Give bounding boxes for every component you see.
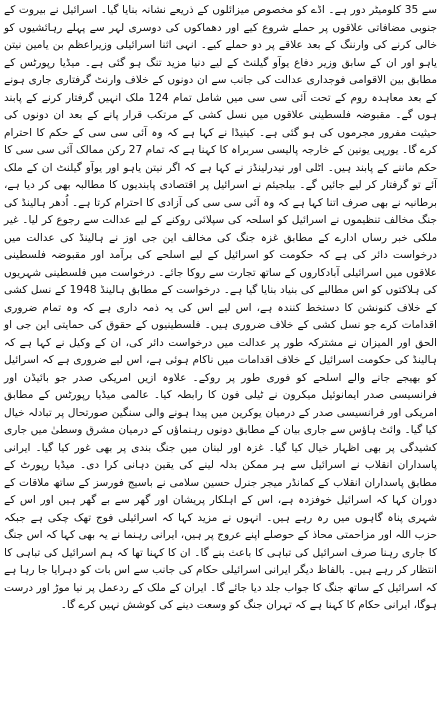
article-body-paragraph: سے 35 کلومیٹر دور ہے۔ اڈے کو مخصوص میزائلوں کے ذریعے نشانہ بنایا گیا۔ اسرائیل نے بیروت کے جنوبی مضافاتی علاقوں پر حملے شروع کیے اور دھماکوں کی دوسری لہر سے پہلے رہائشیوں کو خالی کرنے کی وارننگ کے بعد علاقے پر دو حملے کیے۔ انہی اثنا اسرائیلی وزیراعظم بن یامین نیتن یاہو اور ان کے سابق وزیر دفاع یوآو گیلنٹ کے لیے دنیا مزید تنگ ہو گئی ہے۔ میڈیا رپورٹس کے مطابق بین الاقوامی فوجداری عدالت کی جانب سے ان دونوں کے خلاف وارنٹ گرفتاری جاری ہونے کے بعد معاہدہ روم کے تحت آئی سی سی میں شامل تمام 124 ملک انہیں گرفتار کرنے کے پابند ہوں گے۔ مقبوضہ فلسطینی علاقوں میں نسل کشی کے مرتکب قرار پانے کے بعد ان دونوں کی حیثیت مفرور مجرموں کی ہو گئی ہے۔ کینیڈا نے کہا ہے کہ وہ آئی سی سی کے حکم کا احترام کرے گا۔ یورپی یونین کے خارجہ پالیسی سربراہ کا کہنا ہے کہ تمام 27 رکن ممالک آئی سی سی کا حکم ماننے کے پابند ہیں۔ اٹلی اور نیدرلینڈز نے کہا ہے کہ اگر نیتن یاہو اور یوآو گیلنٹ ان کے ملک آئے تو گرفتار کر لیے جائیں گے۔ بیلجیئم نے اسرائیل پر اقتصادی پابندیوں کا مطالبہ بھی کر دیا ہے، برطانیہ نے بھی صرف اتنا کہا ہے کہ وہ آئی سی سی کی آزادی کا احترام کرتا ہے۔ اُدھر ہالینڈ کی جنگ مخالف تنظیموں نے اسرائیل کو اسلحہ کی سپلائی روکنے کے لیے عدالت سے رجوع کر لیا۔ غیر ملکی خبر رساں ادارے کے مطابق غزہ جنگ کی مخالف این جی اوز نے ہالینڈ کی عدالت میں درخواست دائر کی ہے کہ حکومت کو اسرائیل کے لیے اسلحے کی برآمد اور مقبوضہ فلسطینی علاقوں میں اسرائیلی آبادکاروں کے ساتھ تجارت سے روکا جائے۔ درخواست میں فلسطینی شہریوں کی ہلاکتوں کو اس مطالبے کی بنیاد بنایا گیا ہے۔ درخواست کے مطابق ہالینڈ 1948 کے نسل کشی کے خلاف کنونشن کا دستخط کنندہ ہے، اس لیے اس کی یہ ذمہ داری ہے کہ وہ تمام ضروری اقدامات کرے جو نسل کشی کے خلاف ضروری ہیں۔ فلسطینیوں کے حقوق کی حمایتی این جی او الحق اور المیزان نے مشترکہ طور پر عدالت میں درخواست دائر کی، ان کے وکیل نے کہا ہے کہ ہالینڈ کی حکومت اسرائیل کے خلاف اقدامات میں ناکام ہوئی ہے، اس لیے ضروری ہے کہ اسرائیل کو بھیجے جانے والے اسلحے کو فوری طور پر روکے۔ علاوہ ازیں امریکی صدر جو بائیڈن اور فرانسیسی صدر ایمانوئیل میکرون نے ٹیلی فون کا رابطہ کیا۔ عالمی میڈیا رپورٹس کے مطابق امریکی اور فرانسیسی صدر کے درمیان یوکرین میں پیدا ہونے والی سنگین صورتحال پر تبادلہ خیال کیا گیا۔ وائٹ ہاؤس سے جاری بیان کے مطابق دونوں رہنماؤں کے درمیان مشرق وسطیٰ میں جاری کشیدگی پر بھی اظہار خیال کیا گیا۔ غزہ اور لبنان میں جنگ بندی پر بھی غور کیا گیا۔ ایرانی پاسداران انقلاب نے اسرائیل سے ہر ممکن بدلہ لینے کی یقین دہانی کرا دی۔ میڈیا رپورٹ کے مطابق پاسداران انقلاب کے کمانڈر میجر جنرل حسین سلامی نے باسیج فورسز کے ساتھ ملاقات کے دوران کہا کہ اسرائیل خوفزدہ ہے، اس کے اہلکار پریشان اور گھر سے بے گھر ہیں اور اس کے شہری پناہ گاہوں میں رہ رہے ہیں۔ انہوں نے مزید کہا کہ اسرائیلی فوج تھک چکی ہے جبکہ حزب اللہ اور مزاحمتی محاذ کے حوصلے اپنے عروج پر ہیں، ایرانی رہنما نے یہ بھی کہا کہ اس جنگ کا جاری رہنا صرف اسرائیل کی تباہی کا باعث بنے گا۔ ان کا کہنا تھا کہ ہم اسرائیل کی تباہی کا انتظار کر رہے ہیں۔ بالفاظ دیگر ایرانی اسرائیلی حکام کی جانب سے اس بات کو دہرایا جا رہا ہے کہ اسرائیل کے ساتھ جنگ کا جواب جلد دیا جائے گا۔ ایران کے ملک کے ردعمل پر نیا موڑ اور درست ہوگا، ایرانی حکام کا کہنا ہے کہ تہران جنگ کو وسعت دینے کی کوشش نہیں کرے گا۔: [4, 4, 438, 611]
